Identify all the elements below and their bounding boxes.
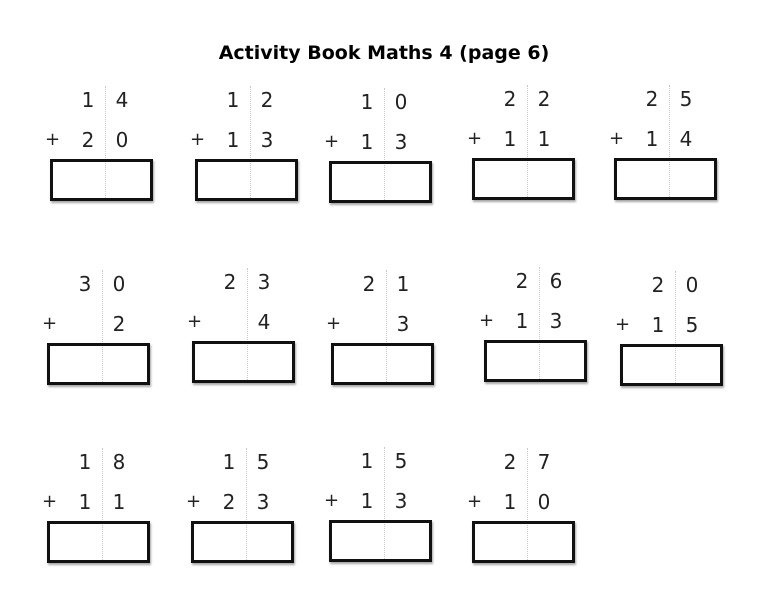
addend-1-ones: 6 [549,269,563,293]
answer-box[interactable] [472,158,575,200]
plus-sign: + [324,131,340,152]
addend-1-ones: 5 [256,450,270,474]
answer-box[interactable] [484,340,587,382]
addend-1-tens: 2 [503,450,517,474]
addend-1-ones: 4 [115,88,129,112]
addend-1-tens: 2 [645,87,659,111]
addend-2-ones: 2 [112,312,126,336]
addend-1-ones: 2 [260,88,274,112]
addition-problem-5 [609,87,724,207]
addend-2-tens: 2 [81,128,95,152]
addend-2-tens: 2 [222,490,236,514]
addend-2-tens: 1 [360,489,374,513]
addend-2-ones: 3 [260,128,274,152]
answer-box[interactable] [50,159,153,201]
addition-problem-14 [467,450,582,570]
addend-1-ones: 8 [112,450,126,474]
addend-2-ones: 3 [394,489,408,513]
addend-1-tens: 1 [81,88,95,112]
answer-box[interactable] [191,521,294,563]
addend-2-ones: 4 [679,127,693,151]
addend-2-tens: 1 [515,309,529,333]
addition-problem-2 [190,88,305,208]
addend-2-tens: 1 [503,127,517,151]
addition-problem-3 [324,90,439,210]
addition-problem-12 [186,450,301,570]
addend-2-tens: 1 [651,313,665,337]
addend-1-tens: 1 [222,450,236,474]
plus-sign: + [42,491,58,512]
addition-problem-4 [467,87,582,207]
answer-box[interactable] [195,159,298,201]
addend-2-ones: 0 [537,490,551,514]
answer-box[interactable] [192,341,295,383]
addend-1-tens: 1 [360,449,374,473]
addition-problem-6 [42,272,157,392]
addend-1-tens: 3 [78,272,92,296]
answer-box[interactable] [620,344,723,386]
addend-1-tens: 2 [651,273,665,297]
addend-1-ones: 1 [396,272,410,296]
addend-2-tens: 1 [503,490,517,514]
addend-2-tens: 1 [645,127,659,151]
plus-sign: + [467,491,483,512]
addend-1-tens: 1 [360,90,374,114]
addend-2-ones: 3 [396,312,410,336]
answer-box[interactable] [614,158,717,200]
plus-sign: + [479,310,495,331]
addend-2-ones: 1 [112,490,126,514]
addend-2-tens: 1 [226,128,240,152]
addend-1-tens: 2 [223,270,237,294]
addend-1-tens: 2 [515,269,529,293]
answer-box[interactable] [329,520,432,562]
plus-sign: + [615,314,631,335]
addend-2-ones: 1 [537,127,551,151]
plus-sign: + [190,129,206,150]
addend-1-tens: 1 [78,450,92,474]
addition-problem-9 [479,269,594,389]
addition-problem-7 [187,270,302,390]
plus-sign: + [326,313,342,334]
addition-problem-10 [615,273,730,393]
plus-sign: + [187,311,203,332]
answer-box[interactable] [472,521,575,563]
plus-sign: + [324,490,340,511]
addend-2-ones: 4 [257,310,271,334]
plus-sign: + [42,313,58,334]
addend-1-ones: 5 [679,87,693,111]
addend-2-ones: 5 [685,313,699,337]
addition-problem-11 [42,450,157,570]
answer-box[interactable] [331,343,434,385]
addition-problem-1 [45,88,160,208]
addend-2-tens: 1 [360,130,374,154]
plus-sign: + [467,128,483,149]
answer-box[interactable] [329,161,432,203]
addend-1-tens: 2 [503,87,517,111]
addend-1-ones: 0 [394,90,408,114]
plus-sign: + [609,128,625,149]
addend-1-tens: 1 [226,88,240,112]
addend-1-ones: 0 [112,272,126,296]
addend-2-ones: 3 [549,309,563,333]
answer-box[interactable] [47,521,150,563]
worksheet-title: Activity Book Maths 4 (page 6) [218,42,550,64]
addend-1-ones: 0 [685,273,699,297]
addend-1-ones: 7 [537,450,551,474]
addend-1-ones: 2 [537,87,551,111]
answer-box[interactable] [47,343,150,385]
addend-2-ones: 3 [394,130,408,154]
addend-1-ones: 3 [257,270,271,294]
addition-problem-13 [324,449,439,569]
addend-1-ones: 5 [394,449,408,473]
plus-sign: + [45,129,61,150]
addend-1-tens: 2 [362,272,376,296]
addend-2-tens: 1 [78,490,92,514]
plus-sign: + [186,491,202,512]
addend-2-ones: 0 [115,128,129,152]
addend-2-ones: 3 [256,490,270,514]
addition-problem-8 [326,272,441,392]
